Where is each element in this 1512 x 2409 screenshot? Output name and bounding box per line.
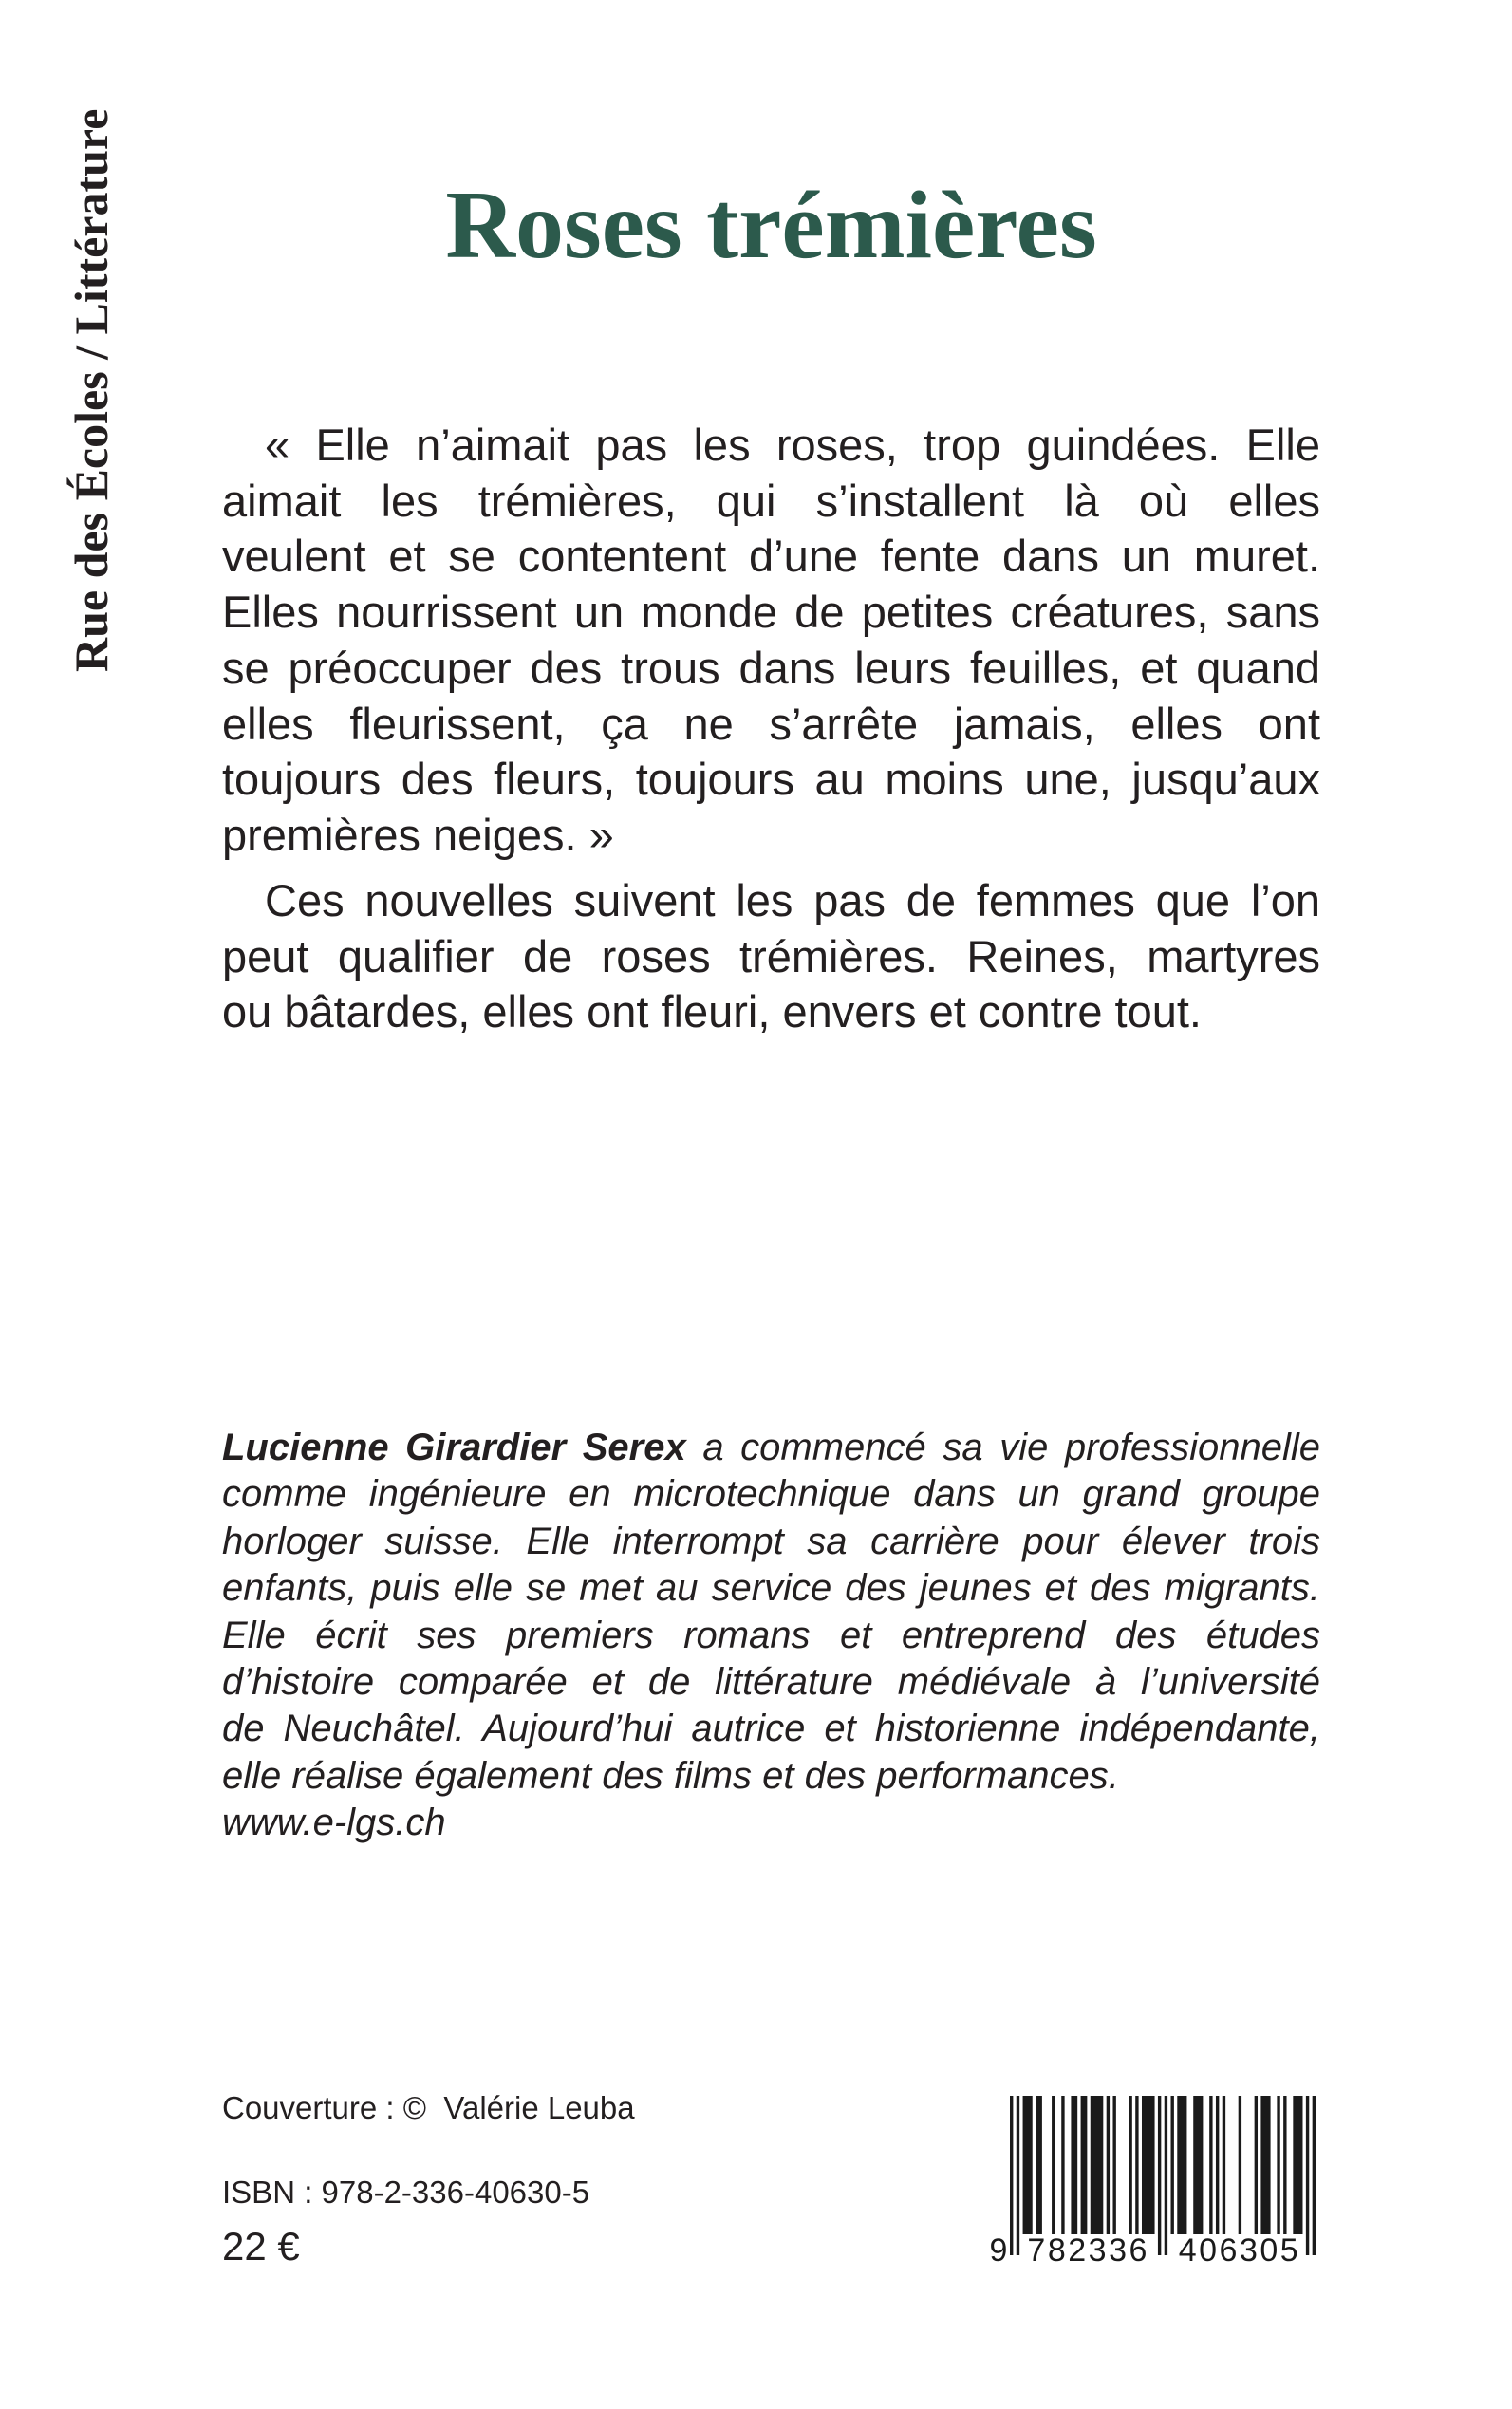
barcode-bar [1112, 2096, 1115, 2234]
barcode-bar [1129, 2096, 1131, 2234]
barcode-bar [1223, 2096, 1225, 2234]
barcode-guard-bar [1017, 2096, 1019, 2255]
barcode-bar [1177, 2096, 1186, 2234]
cover-credit: Couverture : © Valérie Leuba [222, 2090, 635, 2125]
barcode-bar [1239, 2096, 1241, 2234]
quote-paragraph [222, 418, 1320, 864]
quote-line: elles fleurissent, ça ne s’arrête jamais, elles ont [222, 698, 1320, 749]
bio-line: comme ingénieure en microtechnique dans un grand groupe [222, 1473, 1320, 1516]
barcode-bar [1255, 2096, 1258, 2234]
quote-line: « Elle n’aimait pas les roses, trop guindées. Elle [265, 420, 1320, 470]
quote-line: Elles nourrissent un monde de petites créatures, sans [222, 587, 1320, 638]
bio-line: de Neuchâtel. Aujourd’hui autrice et historienne indépendante, [222, 1708, 1320, 1750]
barcode-bar [1260, 2096, 1270, 2234]
bio-line: elle réalise également des films et des performances. [222, 1754, 1119, 1797]
barcode-bar [1036, 2096, 1042, 2234]
barcode-guard-bar [1158, 2096, 1161, 2255]
barcode-bar [1209, 2096, 1212, 2234]
barcode-bar [1081, 2096, 1088, 2234]
quote-line: se préoccuper des trous dans leurs feuilles, et quand [222, 642, 1320, 693]
quote-line: aimait les trémières, qui s’installent là où elles [222, 475, 1320, 526]
price: 22 € [222, 2224, 300, 2269]
author-bio [222, 1425, 1320, 1847]
barcode-guard-bar [1306, 2096, 1309, 2255]
quote-line: veulent et se contentent d’une fente dans un muret. [222, 531, 1320, 582]
bio-line [222, 1425, 1320, 1471]
barcode-guard-bar [1010, 2096, 1013, 2255]
bio-line: d’histoire comparée et de littérature médiévale à l’université [222, 1661, 1320, 1704]
barcode-left-digits: 782336 [1027, 2232, 1148, 2269]
bio-line-text: a commencé sa vie professionnelle [702, 1427, 1320, 1468]
barcode-bar [1142, 2096, 1155, 2234]
barcode-bar [1277, 2096, 1279, 2234]
barcode-right-digits: 406305 [1178, 2232, 1298, 2269]
barcode-bar [1293, 2096, 1302, 2234]
barcode-bar [1071, 2096, 1077, 2234]
barcode-bar [1216, 2096, 1219, 2234]
barcode-bar [1023, 2096, 1033, 2234]
barcode-guard-bar [1313, 2096, 1316, 2255]
book-title: Roses trémières [445, 172, 1097, 279]
barcode-bar [1107, 2096, 1110, 2234]
barcode-bar [1135, 2096, 1138, 2234]
spine-collection-label: Rue des Écoles / Littérature [65, 108, 118, 672]
barcode-bars [1010, 2096, 1316, 2255]
quote-line: premières neiges. » [222, 809, 614, 860]
barcode-guard-bar [1165, 2096, 1167, 2255]
author-name: Lucienne Girardier Serex [222, 1427, 686, 1468]
summary-line: Ces nouvelles suivent les pas de femmes que l’on [265, 875, 1320, 925]
barcode-bar [1171, 2096, 1174, 2234]
author-website: www.e-lgs.ch [222, 1802, 446, 1844]
barcode-bar [1052, 2096, 1055, 2234]
barcode-bar [1091, 2096, 1104, 2234]
bio-line: Elle écrit ses premiers romans et entreprend des études [222, 1614, 1320, 1656]
summary-paragraph [222, 873, 1320, 1040]
quote-line: toujours des fleurs, toujours au moins une, jusqu’aux [222, 754, 1320, 805]
bio-line: horloger suisse. Elle interrompt sa carrière pour élever trois [222, 1520, 1320, 1562]
summary-line: ou bâtardes, elles ont fleuri, envers et contre tout. [222, 986, 1202, 1037]
bio-line: enfants, puis elle se met au service des jeunes et des migrants. [222, 1567, 1320, 1610]
barcode-bar [1193, 2096, 1203, 2234]
isbn: ISBN : 978-2-336-40630-5 [222, 2175, 590, 2210]
barcode-first-digit: 9 [989, 2232, 1008, 2269]
barcode-bar [1061, 2096, 1064, 2234]
barcode-bar [1283, 2096, 1286, 2234]
barcode [978, 2084, 1329, 2274]
summary-line: peut qualifier de roses trémières. Reines, martyres [222, 930, 1320, 981]
